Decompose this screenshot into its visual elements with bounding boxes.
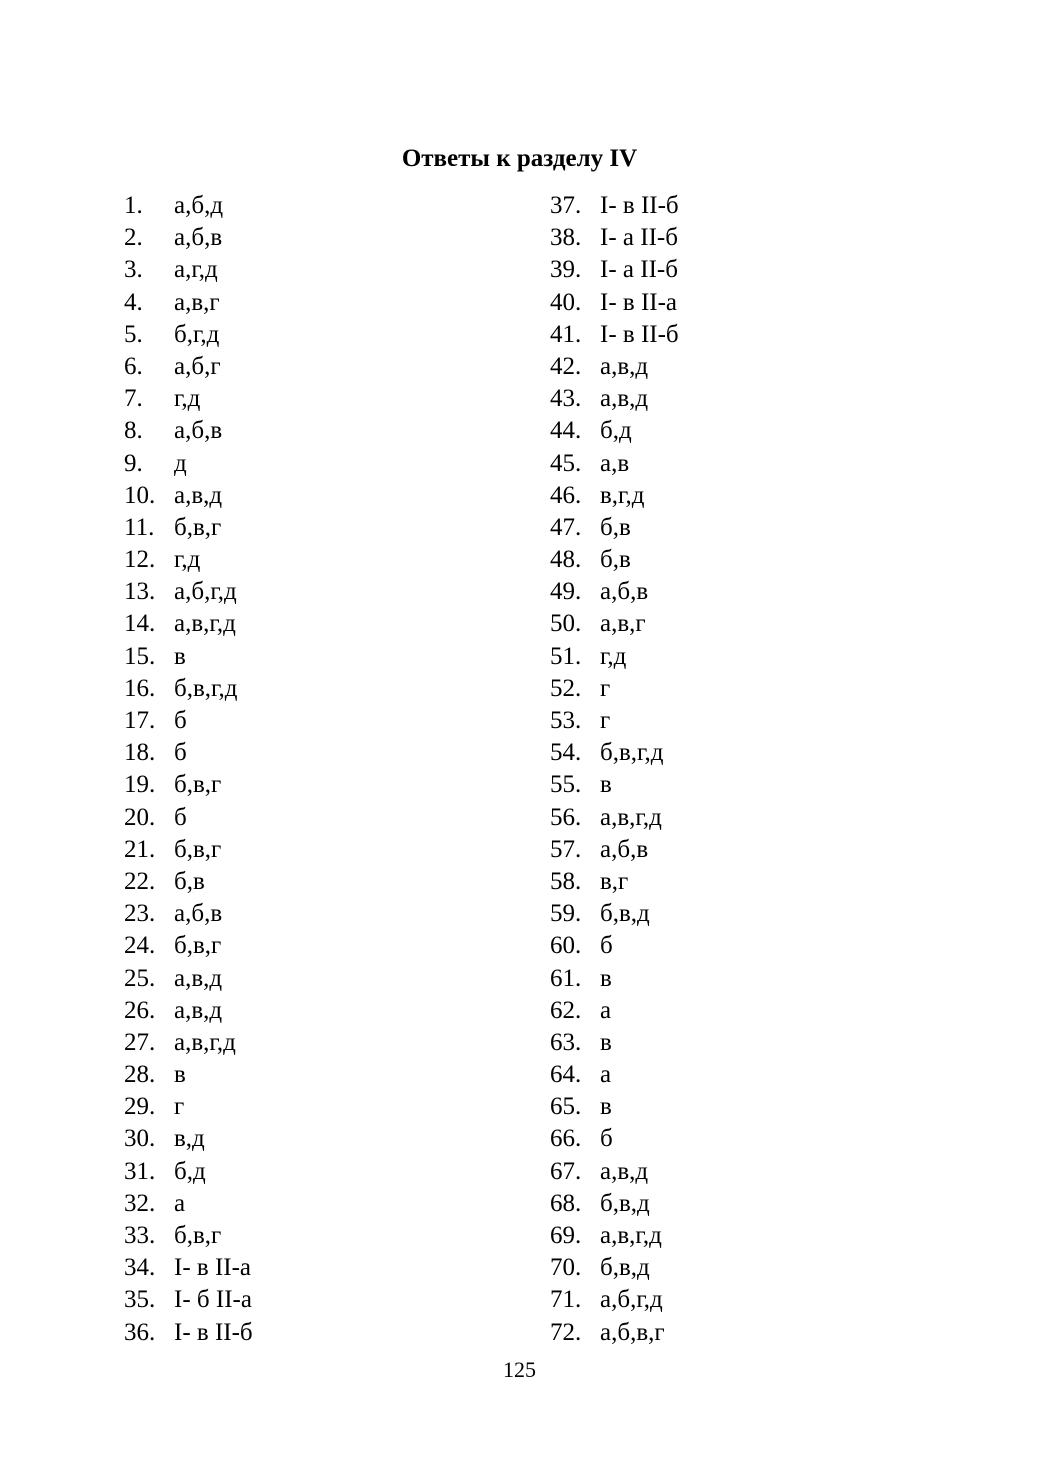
answer-item (550, 383, 679, 415)
answer-number: 56. (550, 803, 582, 831)
answer-item (124, 222, 253, 254)
answer-number: 59. (550, 900, 582, 928)
answer-text: а,в (600, 449, 630, 477)
answer-item (124, 319, 253, 351)
answer-number: 7. (124, 385, 143, 413)
answer-number: 37. (550, 192, 582, 219)
answer-number: 14. (124, 610, 156, 638)
answer-item (124, 351, 253, 383)
answer-text: б,в,г (174, 513, 222, 541)
answer-number: 49. (550, 578, 582, 606)
answer-number: 16. (124, 674, 156, 702)
answer-text: а,б,в (174, 900, 223, 928)
answer-text: б (600, 1125, 613, 1153)
answer-item (550, 995, 679, 1027)
answer-item (550, 319, 679, 351)
answer-text: б (174, 803, 187, 831)
answer-number: 27. (124, 1028, 156, 1056)
answer-text: а (600, 1061, 612, 1089)
answer-number: 8. (124, 417, 143, 445)
answer-item (124, 383, 253, 415)
answers-column-left (124, 190, 253, 1349)
answer-item (124, 448, 253, 480)
answer-text: а,в,г,д (600, 803, 662, 831)
answer-text: б,в,д (600, 1189, 650, 1217)
answer-number: 33. (124, 1222, 156, 1249)
answer-item (550, 834, 679, 866)
answer-item (550, 287, 679, 319)
answer-number: 17. (124, 707, 156, 734)
answer-number: 5. (124, 320, 143, 348)
answer-text: в (600, 1028, 612, 1056)
answer-number: 23. (124, 900, 156, 928)
answer-number: 55. (550, 771, 582, 799)
answer-text: а,в,д (600, 385, 649, 413)
answer-text: в (600, 771, 612, 799)
answer-text: а,б,в (600, 578, 649, 606)
answer-text: б,в (600, 546, 631, 574)
answer-text: б,в,д (600, 900, 650, 928)
answer-text: б,в,г (174, 1222, 222, 1249)
answer-number: 72. (550, 1318, 582, 1346)
answer-text: а,б,г,д (174, 578, 237, 606)
answer-item (124, 898, 253, 930)
answer-item (550, 963, 679, 995)
answer-number: 29. (124, 1093, 156, 1121)
answer-number: 3. (124, 256, 143, 284)
answer-item (124, 1123, 253, 1155)
answer-item (124, 480, 253, 512)
answers-column-right (550, 190, 679, 1349)
answer-number: 46. (550, 481, 582, 509)
answer-text: г (600, 674, 611, 702)
answer-item (124, 287, 253, 319)
answer-number: 41. (550, 320, 582, 348)
answer-number: 9. (124, 449, 143, 477)
answer-number: 42. (550, 352, 582, 380)
answer-item (124, 1091, 253, 1123)
answer-number: 47. (550, 513, 582, 541)
answer-item (550, 1188, 679, 1220)
answer-number: 44. (550, 417, 582, 445)
answer-item (550, 802, 679, 834)
answer-text: д (174, 449, 187, 477)
answer-item (550, 544, 679, 576)
answer-text: б,в,д (600, 1254, 650, 1282)
answer-text: а,в,д (600, 352, 649, 380)
answer-item (550, 254, 679, 286)
answer-number: 58. (550, 867, 582, 895)
answer-text: I- в II-б (174, 1318, 253, 1346)
answer-text: I- в II-б (600, 192, 679, 219)
answer-number: 40. (550, 288, 582, 316)
answer-number: 15. (124, 642, 156, 670)
answer-item (124, 1284, 253, 1316)
answer-number: 43. (550, 385, 582, 413)
answer-number: 28. (124, 1061, 156, 1089)
answer-number: 50. (550, 610, 582, 638)
answer-number: 54. (550, 739, 582, 767)
answer-item (550, 705, 679, 737)
answer-text: г,д (174, 546, 201, 574)
answer-number: 53. (550, 707, 582, 734)
answer-item (550, 769, 679, 801)
answer-text: I- а II-б (600, 224, 678, 252)
answer-text: б,в (600, 513, 631, 541)
answer-number: 52. (550, 674, 582, 702)
answer-text: б,в,г,д (600, 739, 664, 767)
answer-text: а,б,в (174, 417, 223, 445)
answer-number: 38. (550, 224, 582, 252)
answer-item (124, 608, 253, 640)
answer-text: а,б,г,д (600, 1286, 663, 1314)
answer-item (550, 415, 679, 447)
page-number: 125 (503, 1357, 536, 1382)
answer-item (124, 544, 253, 576)
answer-item (124, 1220, 253, 1252)
answer-item (550, 930, 679, 962)
answer-number: 24. (124, 932, 156, 960)
answer-text: в,г (600, 867, 629, 895)
answer-text: б (174, 707, 187, 734)
answer-number: 32. (124, 1189, 156, 1217)
answer-text: б,в,г (174, 932, 222, 960)
page-title: Ответы к разделу IV (401, 144, 638, 172)
answer-number: 6. (124, 352, 143, 380)
answer-number: 68. (550, 1189, 582, 1217)
answer-item (550, 898, 679, 930)
answer-item (550, 866, 679, 898)
answer-text: а,в,г (174, 288, 220, 316)
answer-number: 45. (550, 449, 582, 477)
answer-item (124, 1188, 253, 1220)
answer-text: I- в II-а (174, 1254, 252, 1282)
answer-number: 61. (550, 964, 582, 992)
answer-item (550, 737, 679, 769)
answer-item (124, 1156, 253, 1188)
answer-item (550, 641, 679, 673)
answer-item (124, 415, 253, 447)
answer-text: б,в,г (174, 835, 222, 863)
answer-text: а,в,г (600, 610, 646, 638)
answer-item (550, 1252, 679, 1284)
answer-text: а,в,г,д (600, 1222, 662, 1249)
answer-item (124, 834, 253, 866)
answer-text: б,г,д (174, 320, 220, 348)
answer-text: в (600, 964, 612, 992)
answer-text: а,г,д (174, 256, 218, 284)
answer-item (550, 1027, 679, 1059)
answer-number: 12. (124, 546, 156, 574)
answer-item (550, 448, 679, 480)
answer-number: 11. (124, 513, 155, 541)
answer-item (124, 737, 253, 769)
answer-text: I- в II-б (600, 320, 679, 348)
answer-number: 30. (124, 1125, 156, 1153)
answer-item (550, 608, 679, 640)
answer-item (124, 705, 253, 737)
answer-item (550, 1156, 679, 1188)
answer-item (550, 1284, 679, 1316)
answer-number: 62. (550, 996, 582, 1024)
answer-number: 35. (124, 1286, 156, 1314)
answer-number: 25. (124, 964, 156, 992)
answer-number: 10. (124, 481, 156, 509)
answer-text: а,б,в (600, 835, 649, 863)
answer-text: а (174, 1189, 186, 1217)
answer-text: в (174, 1061, 186, 1089)
answer-item (550, 351, 679, 383)
answer-number: 60. (550, 932, 582, 960)
answer-number: 51. (550, 642, 582, 670)
answer-text: б,д (600, 417, 632, 445)
answer-number: 34. (124, 1254, 156, 1282)
answer-number: 48. (550, 546, 582, 574)
answer-item (550, 512, 679, 544)
answer-text: б,в,г (174, 771, 222, 799)
answer-item (550, 576, 679, 608)
answer-text: а,б,в,г (600, 1318, 665, 1346)
answer-number: 70. (550, 1254, 582, 1282)
answer-text: I- б II-а (174, 1286, 252, 1314)
answer-text: в,д (174, 1125, 205, 1153)
answer-item (550, 1091, 679, 1123)
answer-text: а,б,д (174, 192, 224, 219)
answer-item (124, 1252, 253, 1284)
answer-text: а (600, 996, 612, 1024)
answer-number: 65. (550, 1093, 582, 1121)
answer-number: 2. (124, 224, 143, 252)
answer-item (124, 190, 253, 222)
answer-item (550, 1317, 679, 1349)
answer-item (124, 576, 253, 608)
answer-item (124, 963, 253, 995)
answer-item (124, 254, 253, 286)
answer-number: 18. (124, 739, 156, 767)
answer-text: б,в,г,д (174, 674, 238, 702)
answer-text: г,д (174, 385, 201, 413)
answer-text: в (174, 642, 186, 670)
answer-number: 39. (550, 256, 582, 284)
answer-text: б (600, 932, 613, 960)
answer-number: 21. (124, 835, 156, 863)
answer-item (550, 190, 679, 222)
answer-number: 63. (550, 1028, 582, 1056)
answer-text: г,д (600, 642, 627, 670)
answer-number: 26. (124, 996, 156, 1024)
answer-text: а,в,д (174, 996, 223, 1024)
answer-text: в,г,д (600, 481, 645, 509)
answer-text: б (174, 739, 187, 767)
answer-number: 57. (550, 835, 582, 863)
answer-item (550, 1059, 679, 1091)
answer-item (550, 673, 679, 705)
answer-item (550, 1220, 679, 1252)
answer-number: 22. (124, 867, 156, 895)
answer-item (124, 1059, 253, 1091)
answer-item (124, 866, 253, 898)
answer-item (124, 641, 253, 673)
answer-number: 69. (550, 1222, 582, 1249)
answer-text: I- а II-б (600, 256, 678, 284)
answer-number: 67. (550, 1157, 582, 1185)
answer-item (124, 995, 253, 1027)
answer-item (550, 480, 679, 512)
answer-text: I- в II-а (600, 288, 678, 316)
answer-text: б,в (174, 867, 205, 895)
answer-number: 31. (124, 1157, 156, 1185)
answer-text: в (600, 1093, 612, 1121)
answer-text: а,в,г,д (174, 1028, 236, 1056)
answer-item (124, 930, 253, 962)
answer-number: 13. (124, 578, 156, 606)
answer-item (550, 222, 679, 254)
answer-text: а,в,д (600, 1157, 649, 1185)
answer-text: г (600, 707, 611, 734)
answer-text: а,в,д (174, 964, 223, 992)
answer-number: 1. (124, 192, 143, 219)
answer-item (124, 802, 253, 834)
answer-text: а,в,г,д (174, 610, 236, 638)
answer-item (124, 673, 253, 705)
answer-number: 71. (550, 1286, 582, 1314)
answer-item (124, 769, 253, 801)
answer-number: 64. (550, 1061, 582, 1089)
answer-text: а,б,в (174, 224, 223, 252)
answer-number: 20. (124, 803, 156, 831)
answer-number: 36. (124, 1318, 156, 1346)
answer-number: 19. (124, 771, 156, 799)
answer-text: а,б,г (174, 352, 221, 380)
answer-text: а,в,д (174, 481, 223, 509)
answer-item (124, 512, 253, 544)
answer-text: г (174, 1093, 185, 1121)
answer-number: 4. (124, 288, 143, 316)
answer-number: 66. (550, 1125, 582, 1153)
answer-item (124, 1317, 253, 1349)
answer-text: б,д (174, 1157, 206, 1185)
answer-item (550, 1123, 679, 1155)
answer-item (124, 1027, 253, 1059)
